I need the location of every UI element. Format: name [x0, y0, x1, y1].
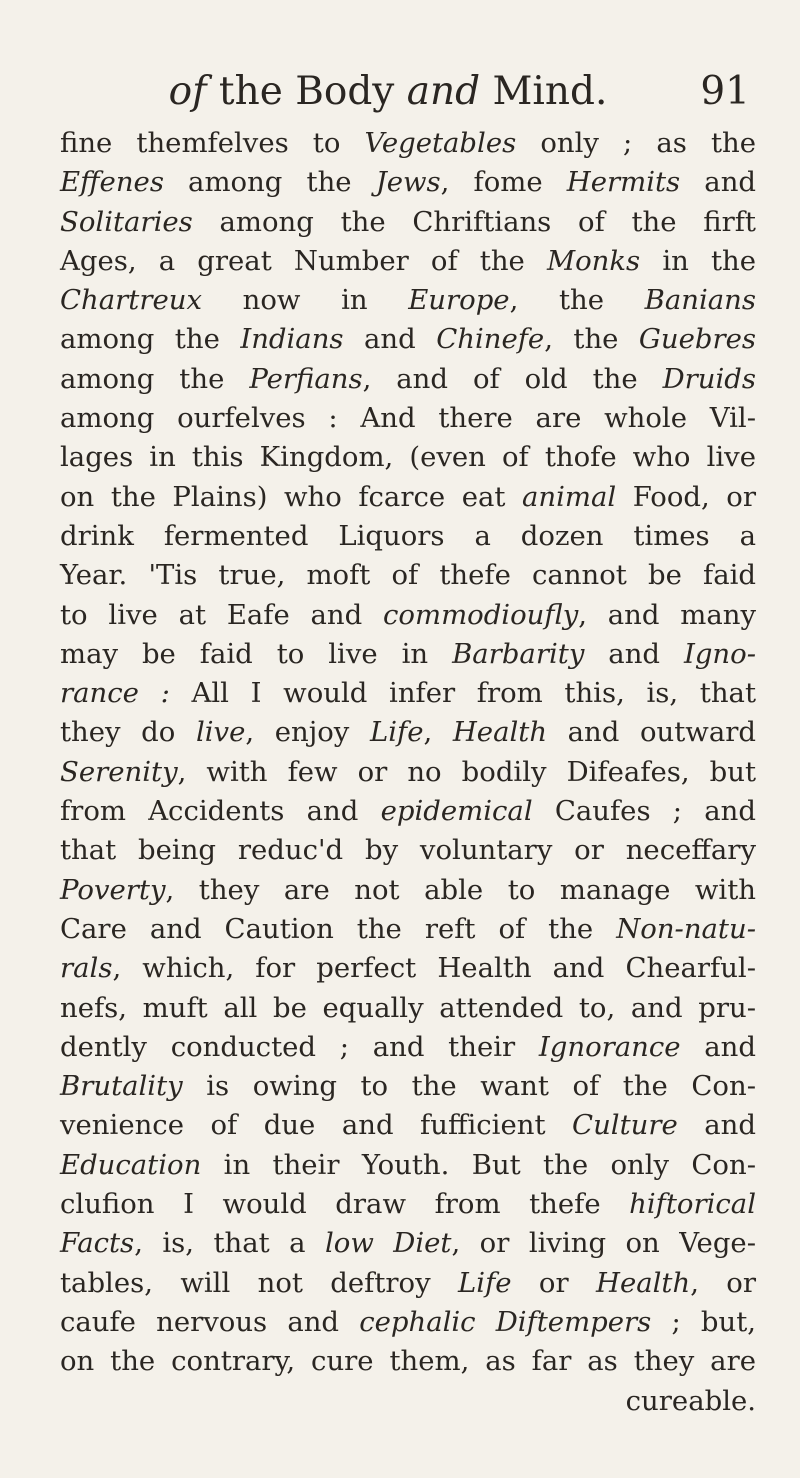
text-segment: Food, or — [616, 480, 756, 513]
text-segment: , and many — [578, 598, 756, 631]
text-segment: that being reduc'd by voluntary or neceffary — [60, 834, 756, 867]
italic-text: Culture — [572, 1109, 678, 1142]
italic-text: Hermits — [566, 166, 681, 199]
text-segment: on the contrary, cure them, as far as they are — [60, 1345, 756, 1378]
italic-text: Facts — [60, 1227, 135, 1260]
text-segment: All I would infer from this, is, that — [169, 677, 757, 710]
text-line — [60, 1146, 756, 1185]
text-segment: from Accidents and — [60, 795, 381, 828]
text-line — [60, 949, 756, 988]
text-segment: lages in this Kingdom, (even of thofe who live — [60, 441, 756, 474]
text-segment: Care and Caution the reft of the — [60, 912, 617, 945]
text-segment: among the Chriftians of the firft — [192, 205, 756, 238]
text-line — [60, 517, 756, 556]
text-segment: , and of old the — [362, 362, 663, 395]
text-line — [60, 1303, 756, 1342]
italic-text: Chartreux — [60, 284, 202, 317]
text-segment: tables, will not deftroy — [60, 1266, 459, 1299]
head-word: Body — [295, 69, 395, 114]
italic-text: Health — [452, 716, 548, 749]
text-segment: in their Youth. But the only Con- — [201, 1148, 756, 1181]
text-line — [60, 635, 756, 674]
text-segment: among the — [163, 166, 376, 199]
text-line — [60, 124, 756, 163]
text-line — [60, 753, 756, 792]
text-line — [60, 1028, 756, 1067]
italic-text: Effenes — [60, 166, 164, 199]
italic-text: Europe — [408, 284, 510, 317]
text-line — [60, 674, 756, 713]
italic-text: Monks — [546, 244, 641, 277]
text-segment: Caufes ; and — [532, 795, 756, 828]
body-text — [60, 124, 756, 1421]
text-segment: dently conducted ; and their — [60, 1030, 539, 1063]
italic-text: epidemical — [380, 795, 533, 828]
text-segment: nefs, muft all be equally attended to, and pru- — [60, 991, 756, 1024]
italic-text: animal — [521, 480, 617, 513]
italic-text: Indians — [240, 323, 344, 356]
text-line — [60, 281, 756, 320]
text-segment: , — [423, 716, 453, 749]
italic-text: Banians — [644, 284, 756, 317]
text-line — [60, 399, 756, 438]
text-segment: among the — [60, 323, 241, 356]
text-line — [60, 320, 756, 359]
text-segment: cureable. — [625, 1384, 756, 1417]
running-head — [60, 68, 756, 116]
italic-text: rance : — [60, 677, 170, 710]
text-line — [60, 360, 756, 399]
head-word: Mind. — [492, 69, 608, 114]
text-line — [60, 792, 756, 831]
text-segment: to live at Eafe and — [60, 598, 384, 631]
italic-text: Guebres — [638, 323, 756, 356]
text-line — [60, 1382, 756, 1421]
text-segment: , the — [509, 284, 645, 317]
text-segment: , the — [544, 323, 639, 356]
text-segment: , or — [690, 1266, 757, 1299]
text-segment: among the — [60, 362, 250, 395]
text-line — [60, 831, 756, 870]
italic-text: Chinefe — [436, 323, 545, 356]
italic-text: Solitaries — [60, 205, 193, 238]
text-segment: Ages, a great Number of the — [60, 244, 547, 277]
italic-text: cephalic Diftempers — [359, 1305, 652, 1338]
italic-text: low Diet — [324, 1227, 452, 1260]
italic-text: Life — [458, 1266, 512, 1299]
text-segment: and — [677, 1109, 756, 1142]
text-line — [60, 989, 756, 1028]
italic-text: Druids — [662, 362, 756, 395]
text-line — [60, 438, 756, 477]
text-segment: and — [680, 1030, 757, 1063]
text-line — [60, 1264, 756, 1303]
text-segment: they do — [60, 716, 196, 749]
running-head-title — [169, 68, 648, 116]
text-segment: clufion I would draw from thefe — [60, 1188, 630, 1221]
italic-text: Life — [369, 716, 424, 749]
text-line — [60, 1342, 756, 1381]
text-segment: and — [584, 637, 684, 670]
text-line — [60, 556, 756, 595]
text-segment: venience of due and fufficient — [60, 1109, 573, 1142]
text-segment: only ; as the — [516, 127, 757, 159]
text-segment: , or living on Vege- — [451, 1227, 756, 1260]
text-line — [60, 242, 756, 281]
text-segment: ; but, — [651, 1305, 757, 1338]
text-line — [60, 871, 756, 910]
text-line — [60, 203, 756, 242]
text-line — [60, 163, 756, 202]
text-segment: fine themfelves to — [60, 127, 365, 159]
text-segment: on the Plains) who fcarce eat — [60, 480, 522, 513]
italic-text: Non-natu- — [616, 912, 756, 945]
text-segment: and — [343, 323, 437, 356]
italic-text: Ignorance — [538, 1030, 681, 1063]
italic-text: commodioufly — [383, 598, 579, 631]
text-segment: , which, for perfect Health and Chearful- — [112, 952, 756, 985]
italic-text: Perfians — [249, 362, 363, 395]
text-segment: and outward — [547, 716, 756, 749]
text-segment: Year. 'Tis true, moft of thefe cannot be faid — [60, 559, 756, 592]
text-line — [60, 596, 756, 635]
text-line — [60, 713, 756, 752]
text-segment: , is, that a — [134, 1227, 325, 1260]
italic-text: Poverty — [60, 873, 166, 906]
italic-text: rals — [60, 952, 113, 985]
text-segment: may be faid to live in — [60, 637, 453, 670]
text-segment: , with few or no bodily Difeafes, but — [177, 755, 756, 788]
head-word: and — [394, 69, 493, 114]
italic-text: hiftorical — [629, 1188, 756, 1221]
italic-text: Brutality — [60, 1070, 183, 1103]
italic-text: live — [195, 716, 246, 749]
italic-text: Vegetables — [364, 127, 517, 159]
text-segment: in the — [640, 244, 756, 277]
text-line — [60, 1067, 756, 1106]
text-line — [60, 1224, 756, 1263]
text-segment: among ourfelves : And there are whole Vil- — [60, 402, 756, 435]
text-segment: caufe nervous and — [60, 1305, 360, 1338]
text-segment: or — [511, 1266, 596, 1299]
text-segment: and — [680, 166, 757, 199]
text-segment: , enjoy — [245, 716, 370, 749]
head-word: of — [168, 69, 207, 114]
text-line — [60, 1185, 756, 1224]
italic-text: Barbarity — [452, 637, 585, 670]
italic-text: Health — [595, 1266, 691, 1299]
text-segment: is owing to the want of the Con- — [182, 1070, 756, 1103]
text-line — [60, 910, 756, 949]
text-line — [60, 1106, 756, 1145]
text-segment: drink fermented Liquors a dozen times a — [60, 519, 756, 552]
italic-text: Serenity — [60, 755, 178, 788]
page-number: 91 — [700, 69, 750, 114]
italic-text: Igno- — [683, 637, 756, 670]
text-segment: now in — [202, 284, 409, 317]
italic-text: Education — [60, 1148, 202, 1181]
head-word: the — [206, 69, 296, 114]
italic-text: Jews — [375, 166, 441, 199]
text-line — [60, 478, 756, 517]
text-segment: , fome — [440, 166, 567, 199]
text-segment: , they are not able to manage with — [165, 873, 756, 906]
